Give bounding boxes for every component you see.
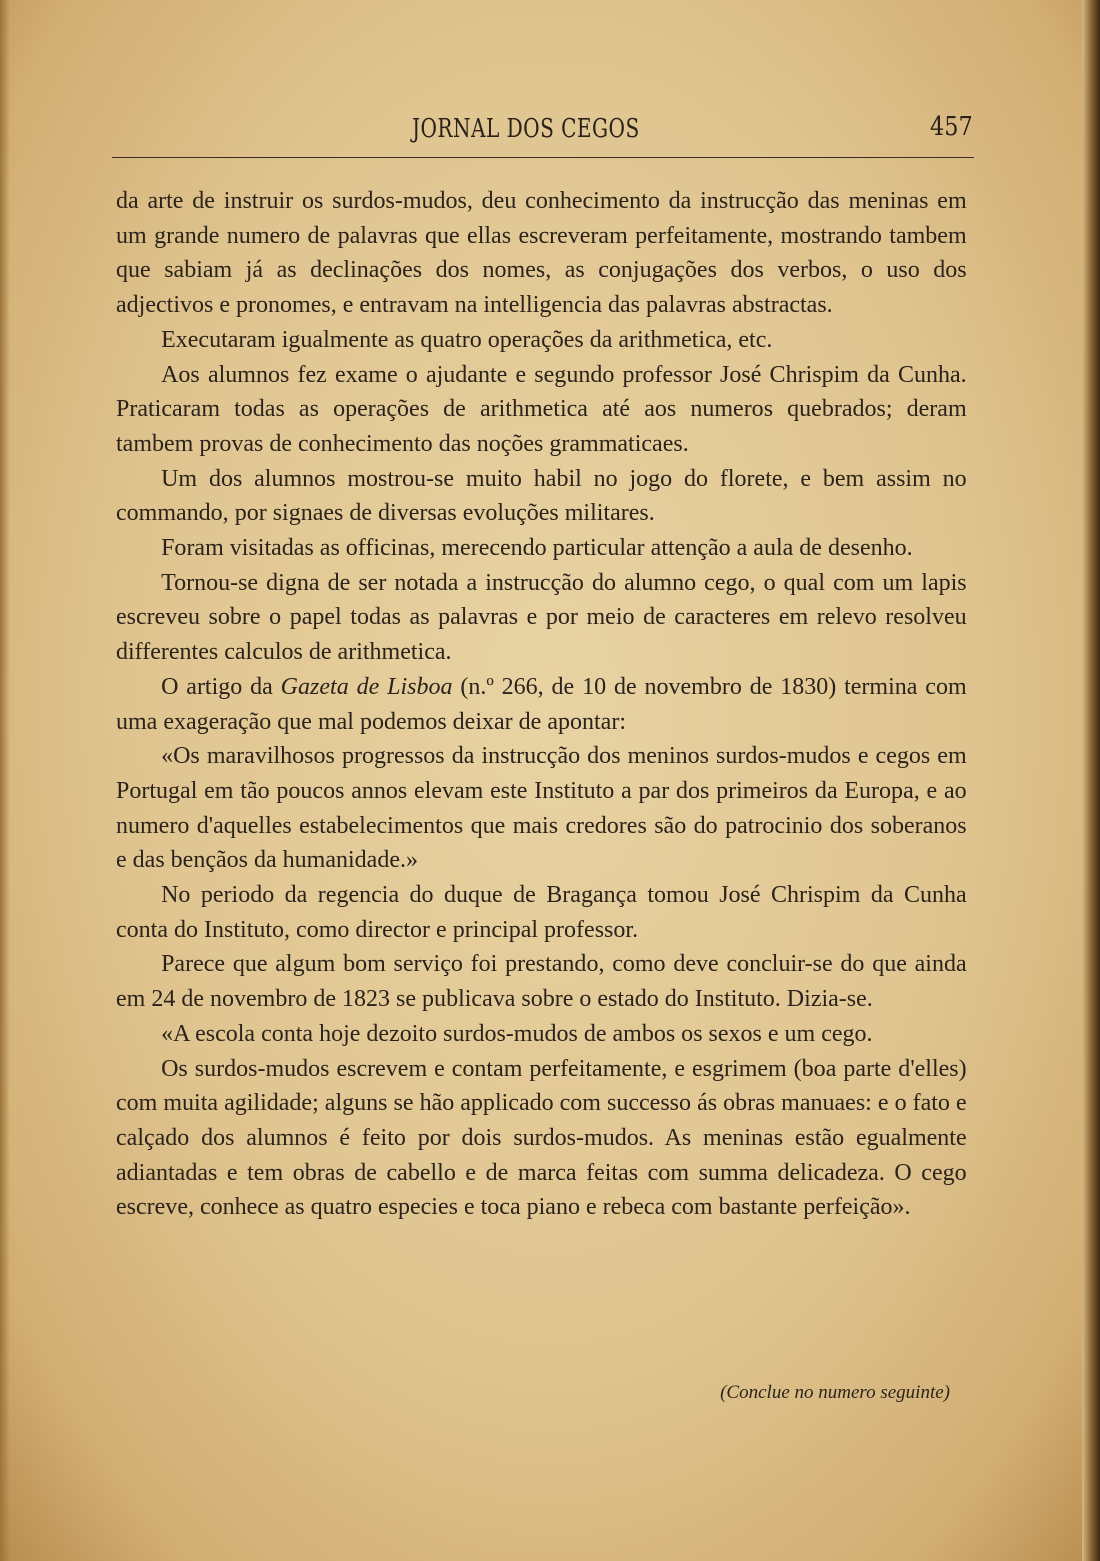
paragraph: Os surdos-mudos escrevem e contam perfeitamente, e esgrimem (boa parte d'elles) com muita agilidade; alguns se hão applicado com successo ás obras manuaes: e o fato e calçado dos alumnos é feito por dois surdos-mudos. As meninas estão egualmente adiantadas e tem obras de cabello e de marca feitas com summa delicadeza. O cego escreve, conhece as quatro especies e toca piano e rebeca com bastante perfeição». bbox=[116, 1054, 967, 1221]
article-body bbox=[116, 184, 967, 1225]
running-header bbox=[0, 112, 1100, 152]
continuation-note: (Conclue no numero seguinte) bbox=[720, 1382, 950, 1403]
paragraph: Parece que algum bom serviço foi prestando, como deve concluir-se do que ainda em 24 de novembro de 1823 se publicava sobre o estado do Instituto. Dizia-se. bbox=[116, 950, 967, 1013]
journal-title: JORNAL DOS CEGOS bbox=[412, 114, 640, 144]
paragraph: Foram visitadas as officinas, merecendo particular attenção a aula de desenho. bbox=[161, 534, 913, 562]
paragraph-continued: da arte de instruir os surdos-mudos, deu conhecimento da instrucção das meninas em um grande numero de palavras que ellas escreveram perfeitamente, mostrando tambem que sabiam já as declinações dos nomes, as conjugações dos verbos, o uso dos adjectivos e pronomes, e entravam na intelligencia das palavras abstractas. bbox=[116, 187, 967, 319]
gazeta-after: (n.º 266, de 10 de novembro de 1830) bbox=[452, 672, 837, 700]
paragraph: No periodo da regencia do duque de Bragança tomou José Chrispim da Cunha conta do Instituto, como director e principal professor. bbox=[116, 881, 967, 943]
quote-paragraph: «Os maravilhosos progressos da instrucção dos meninos surdos-mudos e cegos em Portugal em tão poucos annos elevam este Instituto a par dos primeiros da Europa, e ao numero d'aquelles estabelecimentos que mais credores são do patrocinio dos soberanos e das bençãos da humanidade.» bbox=[116, 742, 967, 874]
header-rule bbox=[112, 157, 974, 158]
paragraph-gazeta bbox=[116, 670, 967, 739]
paragraph: Um dos alumnos mostrou-se muito habil no jogo do florete, e bem assim no commando, por signaes de diversas evoluções militares. bbox=[116, 464, 967, 527]
page-number: 457 bbox=[930, 112, 973, 142]
paragraph: Executaram igualmente as quatro operações da arithmetica, etc. bbox=[161, 325, 773, 353]
gazeta-before: O artigo da bbox=[161, 672, 281, 700]
page-edge-left bbox=[0, 0, 10, 1561]
paragraph: Aos alumnos fez exame o ajudante e segundo professor José Chrispim da Cunha. Praticaram todas as operações de arithmetica até aos numeros quebrados; deram tambem provas de conhecimento das noções grammaticaes. bbox=[116, 360, 967, 457]
paragraph: Tornou-se digna de ser notada a instrucção do alumno cego, o qual com um lapis escreveu sobre o papel todas as palavras e por meio de caracteres em relevo resolveu differentes calculos de arithmetica. bbox=[116, 568, 967, 666]
page-edge-right bbox=[1082, 0, 1100, 1561]
quote-paragraph: «A escola conta hoje dezoito surdos-mudos de ambos os sexos e um cego. bbox=[161, 1019, 873, 1047]
gazeta-continuation: termina com uma exageração que mal podemos deixar de apontar: bbox=[116, 672, 967, 735]
gazeta-title: Gazeta de Lisboa bbox=[280, 672, 453, 700]
